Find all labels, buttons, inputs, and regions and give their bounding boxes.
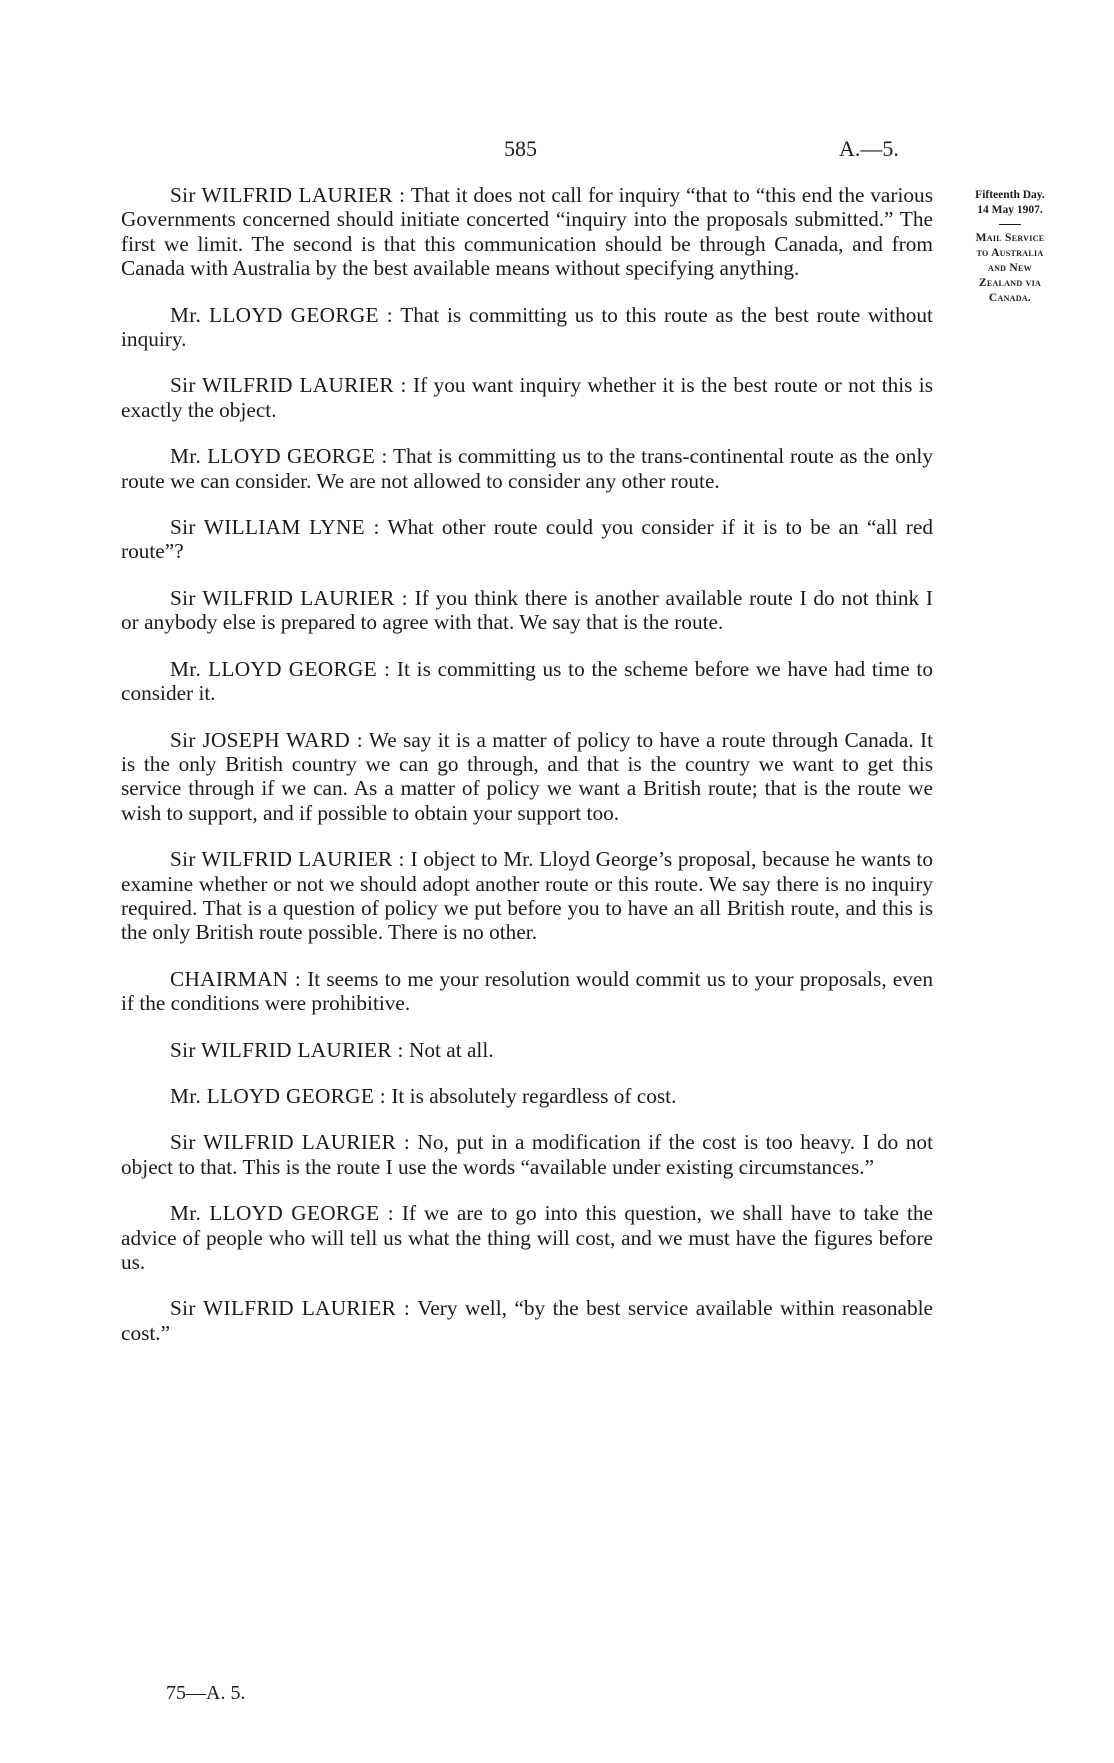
margin-note-date: 14 May 1907. — [977, 204, 1043, 216]
speaker-name: Sir WILFRID LAURIER : — [170, 373, 407, 398]
margin-note-subject-line: Mail Service — [975, 232, 1045, 244]
speech-text: I object to Mr. Lloyd George’s proposal, because he wants to examine whether or not we should adopt another route or this route. We say there is no inquiry required. That is a question of policy we put before you to have an all British route, and this is the only British route possible. There is no other. — [121, 847, 933, 945]
transcript-body — [121, 183, 933, 1367]
margin-note-subject-line: Canada. — [988, 292, 1032, 304]
speaker-name: Mr. LLOYD GEORGE : — [170, 444, 388, 469]
transcript-paragraph — [121, 728, 933, 826]
speech-text: It is absolutely regardless of cost. — [391, 1083, 677, 1108]
speech-text: No, put in a modification if the cost is too heavy. I do not object to that. This is the route I use the words “available under existing circumstances.” — [121, 1130, 933, 1179]
transcript-paragraph — [121, 1130, 933, 1179]
transcript-paragraph — [121, 1296, 933, 1345]
transcript-paragraph — [121, 967, 933, 1016]
speaker-name: CHAIRMAN : — [170, 966, 302, 991]
speaker-name: Mr. LLOYD GEORGE : — [170, 302, 394, 327]
page-number: 585 — [504, 136, 537, 161]
speech-text: If you think there is another available route I do not think I or anybody else is prepared to agree with that. We say that is the route. — [121, 585, 933, 635]
transcript-paragraph — [121, 586, 933, 635]
transcript-paragraph — [121, 1084, 933, 1108]
speaker-name: Mr. LLOYD GEORGE : — [170, 1201, 394, 1226]
speech-text: That it does not call for inquiry “that to “this end the various Governments concerned should initiate concerted “inquiry into the proposals submitted.” The first we limit. The second is that this communication should be through Canada, and from Canada with Australia by the best available means without specifying anything. — [121, 183, 933, 281]
speech-text: It is committing us to the scheme before we have had time to consider it. — [121, 656, 933, 706]
speech-text: Very well, “by the best service available within reasonable cost.” — [121, 1296, 934, 1345]
transcript-paragraph — [121, 373, 933, 422]
speaker-name: Mr. LLOYD GEORGE : — [170, 1083, 386, 1108]
speaker-name: Sir JOSEPH WARD : — [170, 727, 363, 752]
speech-text: What other route could you consider if it is to be an “all red route”? — [121, 515, 933, 564]
speech-text: If you want inquiry whether it is the best route or not this is exactly the object. — [121, 373, 934, 422]
speaker-name: Mr. LLOYD GEORGE : — [170, 656, 391, 681]
transcript-paragraph — [121, 515, 933, 564]
speaker-name: Sir WILFRID LAURIER : — [170, 1037, 404, 1062]
speaker-name: Sir WILFRID LAURIER : — [170, 1130, 411, 1155]
transcript-paragraph — [121, 657, 933, 706]
speech-text: We say it is a matter of policy to have a route through Canada. It is the only British country we can go through, and that is the country we want to get this service through if we can. As a matter of policy we want a British route; that is the route we wish to support, and if possible to obtain your support too. — [121, 727, 933, 825]
transcript-paragraph — [121, 183, 933, 281]
transcript-paragraph — [121, 1201, 933, 1274]
printer-signature: 75—A. 5. — [166, 1682, 246, 1704]
transcript-paragraph — [121, 444, 933, 493]
speaker-name: Sir WILLIAM LYNE : — [170, 515, 380, 540]
speech-text: It seems to me your resolution would commit us to your proposals, even if the conditions were prohibitive. — [121, 966, 934, 1016]
speech-text: If we are to go into this question, we shall have to take the advice of people who will tell us what the thing will cost, and we must have the figures before us. — [121, 1201, 933, 1274]
margin-note — [950, 188, 1070, 306]
document-reference: A.—5. — [839, 136, 899, 161]
speech-text: That is committing us to this route as the best route without inquiry. — [121, 302, 933, 352]
margin-note-subject-line: to Australia — [976, 247, 1044, 259]
margin-note-divider — [999, 224, 1021, 225]
speaker-name: Sir WILFRID LAURIER : — [170, 1296, 411, 1321]
speaker-name: Sir WILFRID LAURIER : — [170, 847, 405, 872]
speech-text: That is committing us to the trans-continental route as the only route we can consider. We are not allowed to consider any other route. — [121, 444, 933, 493]
speaker-name: Sir WILFRID LAURIER : — [170, 585, 408, 610]
transcript-paragraph — [121, 847, 933, 945]
transcript-paragraph — [121, 1038, 933, 1062]
transcript-paragraph — [121, 303, 933, 352]
margin-note-subject-line: and New — [988, 262, 1032, 274]
margin-note-subject-line: Zealand via — [978, 277, 1042, 289]
speaker-name: Sir WILFRID LAURIER : — [170, 183, 406, 207]
speech-text: Not at all. — [409, 1037, 494, 1062]
margin-note-day: Fifteenth Day. — [975, 189, 1045, 201]
